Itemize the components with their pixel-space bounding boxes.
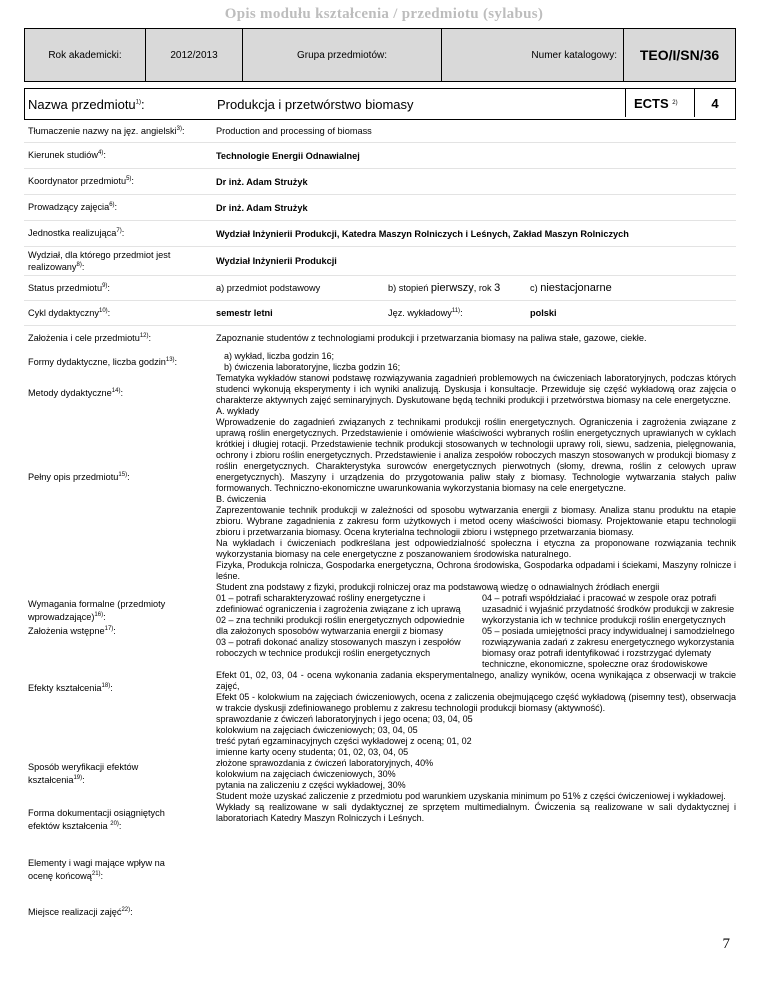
status-c: c) niestacjonarne <box>530 282 612 294</box>
zalozenia-row: Założenia i cele przedmiotu$^{12)}$: Zapoznanie studentów z technologiami produkcji i przetwarzania biomasy na paliwa stałe, gazowe, ciekłe. <box>28 332 647 344</box>
right-content-column <box>212 350 736 934</box>
ects-label: ECTS 2) <box>625 89 695 117</box>
nazwa-row: Nazwa przedmiotu$^{1)}$: Produkcja i przetwórstwo biomasy ECTS 2) 4 <box>24 88 736 120</box>
miejsce-text: Wykłady są realizowane w sali dydaktycznej ze sprzętem multimedialnym. Ćwiczenia są realizowane w sali dydaktycznej i laboratoriach Katedry Maszyn Rolniczych i Leśnych. <box>216 802 736 823</box>
rok-label: Rok akademicki: <box>25 29 146 81</box>
page-header: Opis modułu kształcenia / przedmiotu (sylabus) <box>224 6 544 22</box>
forma-4: imienne karty oceny studenta; 01, 02, 03, 04, 05 <box>216 747 409 757</box>
sposob-1: Efekt 01, 02, 03, 04 - ocena wykonania zadania eksperymentalnego, analizy wyników, ocena wynikająca z obserwacji w trakcie zajęć, <box>216 670 736 691</box>
rok-value: 2012/2013 <box>146 29 243 81</box>
elementy-3: pytania na zaliczeniu z części wykładowej, 30% <box>216 780 406 790</box>
forma-2: kolokwium na zajęciach ćwiczeniowych; 03, 04, 05 <box>216 725 418 735</box>
field-row: Koordynator przedmiotu$^{5)}$: Dr inż. Adam Strużyk <box>24 169 736 195</box>
numer-value: TEO/I/SN/36 <box>639 47 720 63</box>
field-row: Tłumaczenie nazwy na jęz. angielski$^{3)}$: Production and processing of biomass <box>24 120 736 143</box>
field-row: Wydział, dla którego przedmiot jest realizowany$^{8)}$: Wydział Inżynierii Produkcji <box>24 247 736 276</box>
wymagania-text: Fizyka, Produkcja rolnicza, Gospodarka energetyczna, Ochrona środowiska, Gospodarka odpadami i ściekami, Maszyny rolnicze i leśne. <box>216 560 736 581</box>
efekty-left: 01 – potrafi scharakteryzować rośliny energetyczne i zdefiniować ograniczenia i zagrożenia związane z ich uprawą 02 – zna techniki produkcji roślin energetycznych odpowiednie dla założonych sposobów wytwarzania energii z biomasy 03 – potrafi dokonać analizy stosowanych maszyn i zespołów roboczych w technice produkcji roślin energetycznych <box>216 593 465 658</box>
forma-3: treść pytań egzaminacyjnych części wykładowej z oceną; 01, 02 <box>216 736 472 746</box>
status-a: a) przedmiot podstawowy <box>216 283 321 293</box>
numer-label: Numer katalogowy: <box>442 29 624 81</box>
efekty-right: 04 – potrafi współdziałać i pracować w zespole oraz potrafi uzasadnić i wyjaśnić przydatność środków produkcji w zakresie wykorzystania ich w technice produkcji roślin energetycznych 05 – posiada umiejętności pracy indywidualnej i samodzielnego rozwiązywania zadań z zakresu energetycznego wykorzystania biomasy oraz potrafi identyfikować i rozstrzygać dylematy techniczne, ekonomiczne, społeczne oraz środowiskowe <box>482 593 735 669</box>
field-row: Jednostka realizująca$^{7)}$: Wydział Inżynierii Produkcji, Katedra Maszyn Rolniczych i Leśnych, Zakład Maszyn Rolniczych <box>24 221 736 247</box>
pelny-note: Na wykładach i ćwiczeniach podkreślana jest odpowiedzialność społeczna i etyczna za proponowane rozwiązania technik wykorzystania biomasy na cele energetyczne z poszanowaniem środowiska naturalnego. <box>216 538 736 559</box>
status-row: Status przedmiotu$^{9)}$: a) przedmiot podstawowy b) stopień pierwszy, rok 3 c) niestacjonarne <box>24 276 736 301</box>
pelny-b-text: Zaprezentowanie technik produkcji w zależności od sposobu wytwarzania energii z biomasy. Analiza stanu produktu na etapie zbioru. Wybrane zagadnienia z zakresu form użytkowych i metod oceny właściwości biomasy. Projektowanie etapu technologii zbioru i przetwarzania biomasy. Ocena kryterialna technologii zbioru i wstępnego przetwarzania biomasy. <box>216 505 736 537</box>
formy-a: a) wykład, liczba godzin 16; <box>224 351 335 361</box>
jezyk-label: Jęz. wykładowy$^{11)}$: <box>388 307 463 319</box>
ects-value: 4 <box>711 95 719 111</box>
forma-1: sprawozdanie z ćwiczeń laboratoryjnych i jego ocena; 03, 04, 05 <box>216 714 473 724</box>
efekty-columns <box>216 593 736 670</box>
wstepne-text: Student zna podstawy z fizyki, produkcji rolniczej oraz ma podstawową wiedzę o odnawialnych źródłach energii <box>216 582 660 592</box>
syllabus-form <box>24 28 736 934</box>
top-info-bar <box>24 28 736 82</box>
pelny-a-heading: A. wykłady <box>216 406 260 416</box>
cykl-row: Cykl dydaktyczny$^{10)}$: semestr letni Jęz. wykładowy$^{11)}$: polski <box>24 301 736 326</box>
nazwa-label: Nazwa przedmiotu <box>28 96 136 112</box>
nazwa-value: Produkcja i przetwórstwo biomasy <box>217 96 414 112</box>
pelny-b-heading: B. ćwiczenia <box>216 494 267 504</box>
pelny-a-text: Wprowadzenie do zagadnień związanych z technikami produkcji roślin energetycznych. Ograniczenia i zagrożenia związane z uprawą roślin energetycznych. Przedstawienie i omówienie właściwości wybranych roślin energetycznych uprawianych w cyklach krótkiej i długiej rotacji. Przedstawienie technik produkcji stosowanych w technologii uprawy roli, siewu, sadzenia, pielęgnowania, ochrony i zbioru roślin energetycznych. Przedstawienie i analiza zespołów roboczych maszyn stosowanych w produkcji biomasy z roślin energetycznych. Charakterystyka surowców energetycznych pierwotnych (słomy, drewna, roślin z celowych upraw energetycznych). Maszyny i urządzenia do przygotowania paliw stały z biomasy. Technologie wytwarzania stałych paliw formowanych. Techniczno-ekonomiczne uwarunkowania wykorzystania biomasy na cele energetyczne. <box>216 417 736 493</box>
metody-text: Tematyka wykładów stanowi podstawę rozwiązywania zagadnień problemowych na ćwiczeniach laboratoryjnych, podczas których studenci wykonują eksperymenty i ich wyniki analizują. Dyskusja i konsultacje. Przewiduje się część wykładową oraz zajęcia o charakterze aktywnych zajęć seminaryjnych. Dyskutowane będą techniki produkcji i przetwórstwa biomasy na cele energetyczne. <box>216 373 736 405</box>
field-row: Prowadzący zajęcia$^{6)}$: Dr inż. Adam Strużyk <box>24 195 736 221</box>
status-b: b) stopień pierwszy, rok 3 <box>388 282 501 294</box>
jezyk-value: polski <box>530 308 557 318</box>
elementy-1: złożone sprawozdania z ćwiczeń laboratoryjnych, 40% <box>216 758 434 768</box>
elementy-2: kolokwium na zajęciach ćwiczeniowych, 30% <box>216 769 396 779</box>
description-block <box>24 350 736 934</box>
left-label-column: Formy dydaktyczne, liczba godzin$^{13)}$: Metody dydaktyczne$^{14)}$: Pełny opis przedmiotu$^{15)}$: Wymagania formalne (przedmioty wprowadzające)$^{16)}$: Założenia wstępne$^{17)}$: Efekty kształcenia$^{18)}$: Sposób weryfikacji efektów kształcenia$^{19)}$: Forma dokumentacji osiągniętych efektów kształcenia $^{20)}$: Elementy i wagi mające wpływ na ocenę końcową$^{21)}$: Miejsce realizacji zajęć$^{22)}$: <box>28 357 178 918</box>
formy-b: b) ćwiczenia laboratoryjne, liczba godzin 16; <box>224 362 401 372</box>
cykl-value: semestr letni <box>216 308 273 318</box>
grupa-label: Grupa przedmiotów: <box>243 29 442 81</box>
sposob-2: Efekt 05 - kolokwium na zajęciach ćwiczeniowych, ocena z zaliczenia obejmującego część wykładową (pisemny test), obserwacja w trakcie dyskusji zdefiniowanego problemu z zakresu technologii produkcji biomasy (aktywność). <box>216 692 736 713</box>
page-number: 7 <box>722 936 730 952</box>
elementy-4: Student może uzyskać zaliczenie z przedmiotu pod warunkiem uzyskania minimum po 51% z części ćwiczeniowej i wykładowej. <box>216 791 726 801</box>
field-row: Kierunek studiów$^{4)}$: Technologie Energii Odnawialnej <box>24 143 736 169</box>
